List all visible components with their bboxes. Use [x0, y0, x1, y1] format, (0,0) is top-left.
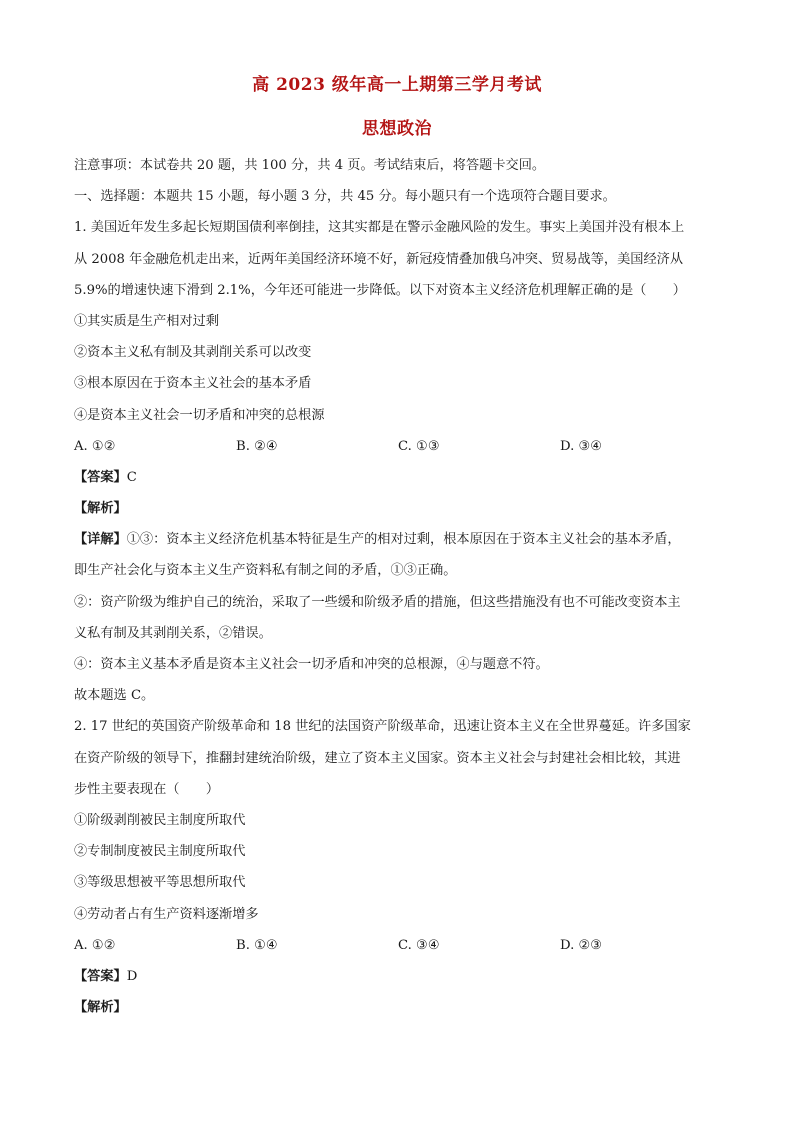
q1-item: ②资本主义私有制及其剥削关系可以改变	[74, 345, 312, 361]
analysis-label: 【解析】	[74, 501, 127, 517]
subject-title: 思想政治	[362, 119, 432, 139]
q2-item: ③等级思想被平等思想所取代	[74, 875, 246, 891]
q2-analysis	[74, 992, 732, 1023]
q1-detail-line: ②：资产阶级为维护自己的统治，采取了一些缓和阶级矛盾的措施，但这些措施没有也不可能改变资本主	[74, 594, 681, 610]
q2-stem-line: 2. 17 世纪的英国资产阶级革命和 18 世纪的法国资产阶级革命，迅速让资本主义在全世界蔓延。许多国家	[74, 719, 691, 735]
q1-options	[74, 431, 732, 462]
q2-item: ①阶级剥削被民主制度所取代	[74, 812, 246, 828]
q2-option-a: A. ①②	[74, 937, 116, 953]
q1-item: ①其实质是生产相对过剩	[74, 313, 220, 329]
q1-analysis	[74, 493, 732, 524]
answer-label: 【答案】	[74, 968, 127, 984]
q1-option-a: A. ①②	[74, 438, 116, 454]
notice-text: 注意事项：本试卷共 20 题，共 100 分，共 4 页。考试结束后，将答题卡交回。	[74, 158, 546, 173]
q1-detail-line: 义私有制及其剥削关系，②错误。	[74, 625, 272, 641]
q2-item: ②专制制度被民主制度所取代	[74, 844, 246, 860]
exam-title: 高 2023 级年高一上期第三学月考试	[252, 75, 542, 95]
q1-detail-line: ④：资本主义基本矛盾是资本主义社会一切矛盾和冲突的总根源，④与题意不符。	[74, 657, 549, 672]
analysis-label: 【解析】	[74, 1000, 127, 1016]
detail-text: ①③：资本主义经济危机基本特征是生产的相对过剩，根本原因在于资本主义社会的基本矛盾，	[126, 532, 681, 548]
q1-stem-line: 5.9%的增速快速下滑到 2.1%，今年还可能进一步降低。以下对资本主义经济危机理解正确的是（ ）	[74, 282, 686, 298]
section-heading: 一、选择题：本题共 15 小题，每小题 3 分，共 45 分。每小题只有一个选项符合题目要求。	[74, 189, 616, 205]
answer-value: C	[126, 469, 137, 485]
q1-option-b: B. ②④	[236, 438, 278, 454]
q2-options	[74, 930, 732, 961]
q2-item: ④劳动者占有生产资料逐渐增多	[74, 906, 259, 922]
exam-content	[74, 150, 732, 1023]
q2-option-b: B. ①④	[236, 937, 278, 953]
q2-option-d: D. ②③	[560, 937, 603, 953]
question-2	[74, 711, 732, 1023]
answer-value: D	[126, 968, 138, 984]
q2-option-c: C. ③④	[398, 937, 440, 953]
q1-option-c: C. ①③	[398, 438, 440, 454]
q1-answer	[74, 462, 732, 493]
answer-label: 【答案】	[74, 469, 127, 485]
q1-option-d: D. ③④	[560, 438, 603, 454]
q1-detail-line	[74, 524, 732, 555]
detail-label: 【详解】	[74, 532, 127, 548]
q1-item: ③根本原因在于资本主义社会的基本矛盾	[74, 376, 312, 392]
q1-detail-line: 即生产社会化与资本主义生产资料私有制之间的矛盾，①③正确。	[74, 563, 457, 579]
q1-item: ④是资本主义社会一切矛盾和冲突的总根源	[74, 407, 325, 423]
q2-stem-line: 步性主要表现在（ ）	[74, 781, 220, 797]
q1-stem-line: 1. 美国近年发生多起长短期国债利率倒挂，这其实都是在警示金融风险的发生。事实上美国并没有根本上	[74, 220, 685, 236]
question-1	[74, 212, 732, 711]
q2-stem-line: 在资产阶级的领导下，推翻封建统治阶级，建立了资本主义国家。资本主义社会与封建社会相比较，其进	[74, 750, 681, 766]
q1-stem-line: 从 2008 年金融危机走出来，近两年美国经济环境不好，新冠疫情叠加俄乌冲突、贸易战等，美国经济从	[74, 251, 684, 267]
q1-detail-line: 故本题选 C。	[74, 688, 155, 704]
q2-answer	[74, 961, 732, 992]
